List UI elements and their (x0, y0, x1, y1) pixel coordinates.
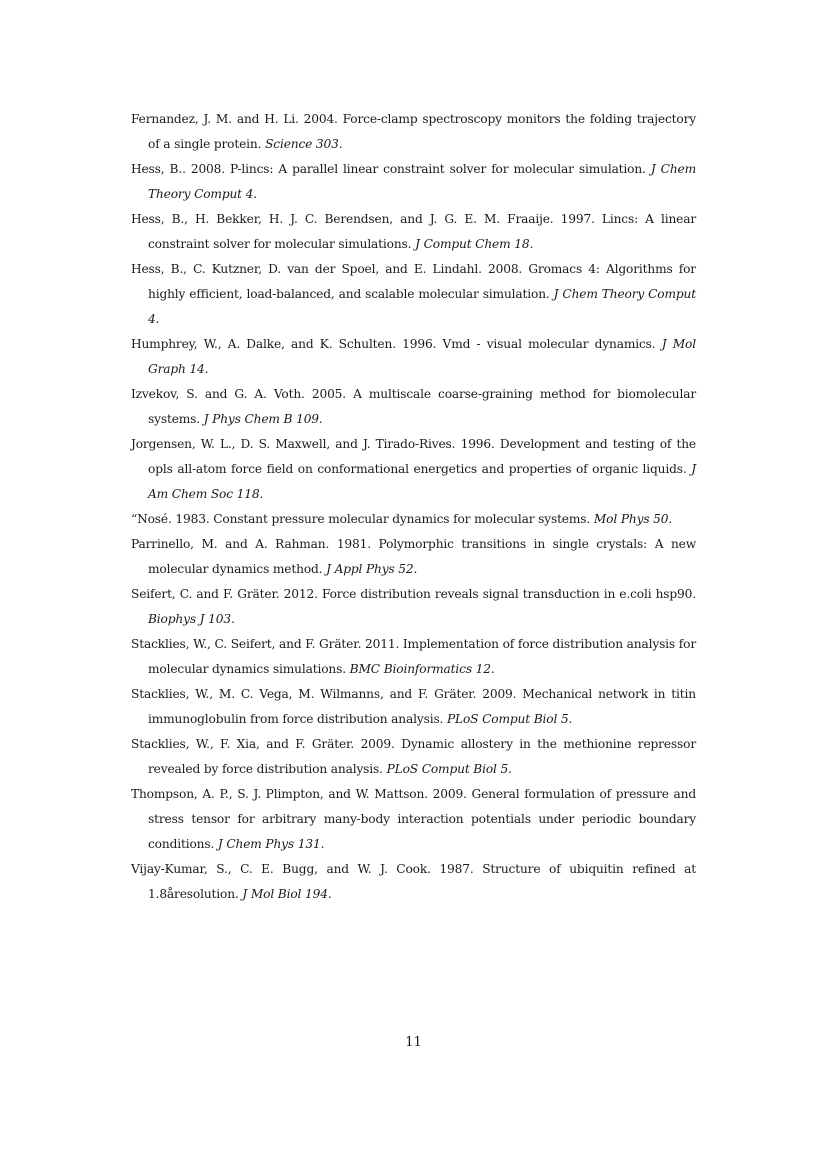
reference-entry: “Nosé. 1983. Constant pressure molecular dynamics for molecular systems. Mol Phys 50. (131, 512, 673, 526)
journal-citation: J Comput Chem 18 (415, 237, 530, 251)
journal-citation: J Chem Theory Comput 4 (148, 287, 696, 326)
reference-list (131, 107, 696, 907)
reference-entry: Vijay-Kumar, S., C. E. Bugg, and W. J. Cook. 1987. Structure of ubiquitin refined at 1.8åresolution. J Mol Biol 194. (131, 862, 696, 901)
journal-citation: Science 303 (265, 137, 339, 151)
reference-entry: Stacklies, W., M. C. Vega, M. Wilmanns, and F. Gräter. 2009. Mechanical network in titin immunoglobulin from force distribution analysis. PLoS Comput Biol 5. (131, 687, 696, 726)
reference-entry: Seifert, C. and F. Gräter. 2012. Force distribution reveals signal transduction in e.coli hsp90. Biophys J 103. (131, 587, 696, 626)
reference-entry: Stacklies, W., C. Seifert, and F. Gräter. 2011. Implementation of force distribution analysis for molecular dynamics simulations. BMC Bioinformatics 12. (131, 637, 696, 676)
journal-citation: Biophys J 103 (148, 612, 231, 626)
reference-entry: Humphrey, W., A. Dalke, and K. Schulten. 1996. Vmd - visual molecular dynamics. J Mol Graph 14. (131, 337, 696, 376)
reference-entry: Hess, B., H. Bekker, H. J. C. Berendsen, and J. G. E. M. Fraaije. 1997. Lincs: A linear constraint solver for molecular simulations. J Comput Chem 18. (131, 212, 696, 251)
journal-citation: Mol Phys 50 (593, 512, 669, 526)
journal-citation: J Mol Graph 14 (148, 337, 696, 376)
reference-entry: Parrinello, M. and A. Rahman. 1981. Polymorphic transitions in single crystals: A new molecular dynamics method. J Appl Phys 52. (131, 537, 696, 576)
journal-citation: J Mol Biol 194 (242, 887, 328, 901)
reference-entry: Hess, B.. 2008. P-lincs: A parallel linear constraint solver for molecular simulation. J Chem Theory Comput 4. (131, 162, 697, 201)
reference-entry: Jorgensen, W. L., D. S. Maxwell, and J. Tirado-Rives. 1996. Development and testing of the opls all-atom force field on conformational energetics and properties of organic liquids. J Am Chem Soc 118. (131, 437, 696, 501)
reference-entry: Hess, B., C. Kutzner, D. van der Spoel, and E. Lindahl. 2008. Gromacs 4: Algorithms for highly efficient, load-balanced, and scalable molecular simulation. J Chem Theory Comput 4. (131, 262, 696, 326)
journal-citation: J Appl Phys 52 (326, 562, 414, 576)
journal-citation: J Chem Phys 131 (217, 837, 321, 851)
journal-citation: PLoS Comput Biol 5 (447, 712, 569, 726)
reference-entry: Stacklies, W., F. Xia, and F. Gräter. 2009. Dynamic allostery in the methionine repressor revealed by force distribution analysis. PLoS Comput Biol 5. (131, 737, 696, 776)
journal-citation: J Phys Chem B 109 (203, 412, 319, 426)
reference-entry: Fernandez, J. M. and H. Li. 2004. Force-clamp spectroscopy monitors the folding trajectory of a single protein. Science 303. (131, 112, 696, 151)
reference-entry: Izvekov, S. and G. A. Voth. 2005. A multiscale coarse-graining method for biomolecular systems. J Phys Chem B 109. (131, 387, 696, 426)
journal-citation: BMC Bioinformatics 12 (349, 662, 491, 676)
journal-citation: J Am Chem Soc 118 (148, 462, 696, 501)
journal-citation: PLoS Comput Biol 5 (386, 762, 509, 776)
journal-citation: J Chem Theory Comput 4 (148, 162, 697, 201)
reference-entry: Thompson, A. P., S. J. Plimpton, and W. Mattson. 2009. General formulation of pressure and stress tensor for arbitrary many-body interaction potentials under periodic boundary conditions. J Chem Phys 131. (131, 787, 696, 851)
page-number: 11 (405, 1035, 422, 1050)
